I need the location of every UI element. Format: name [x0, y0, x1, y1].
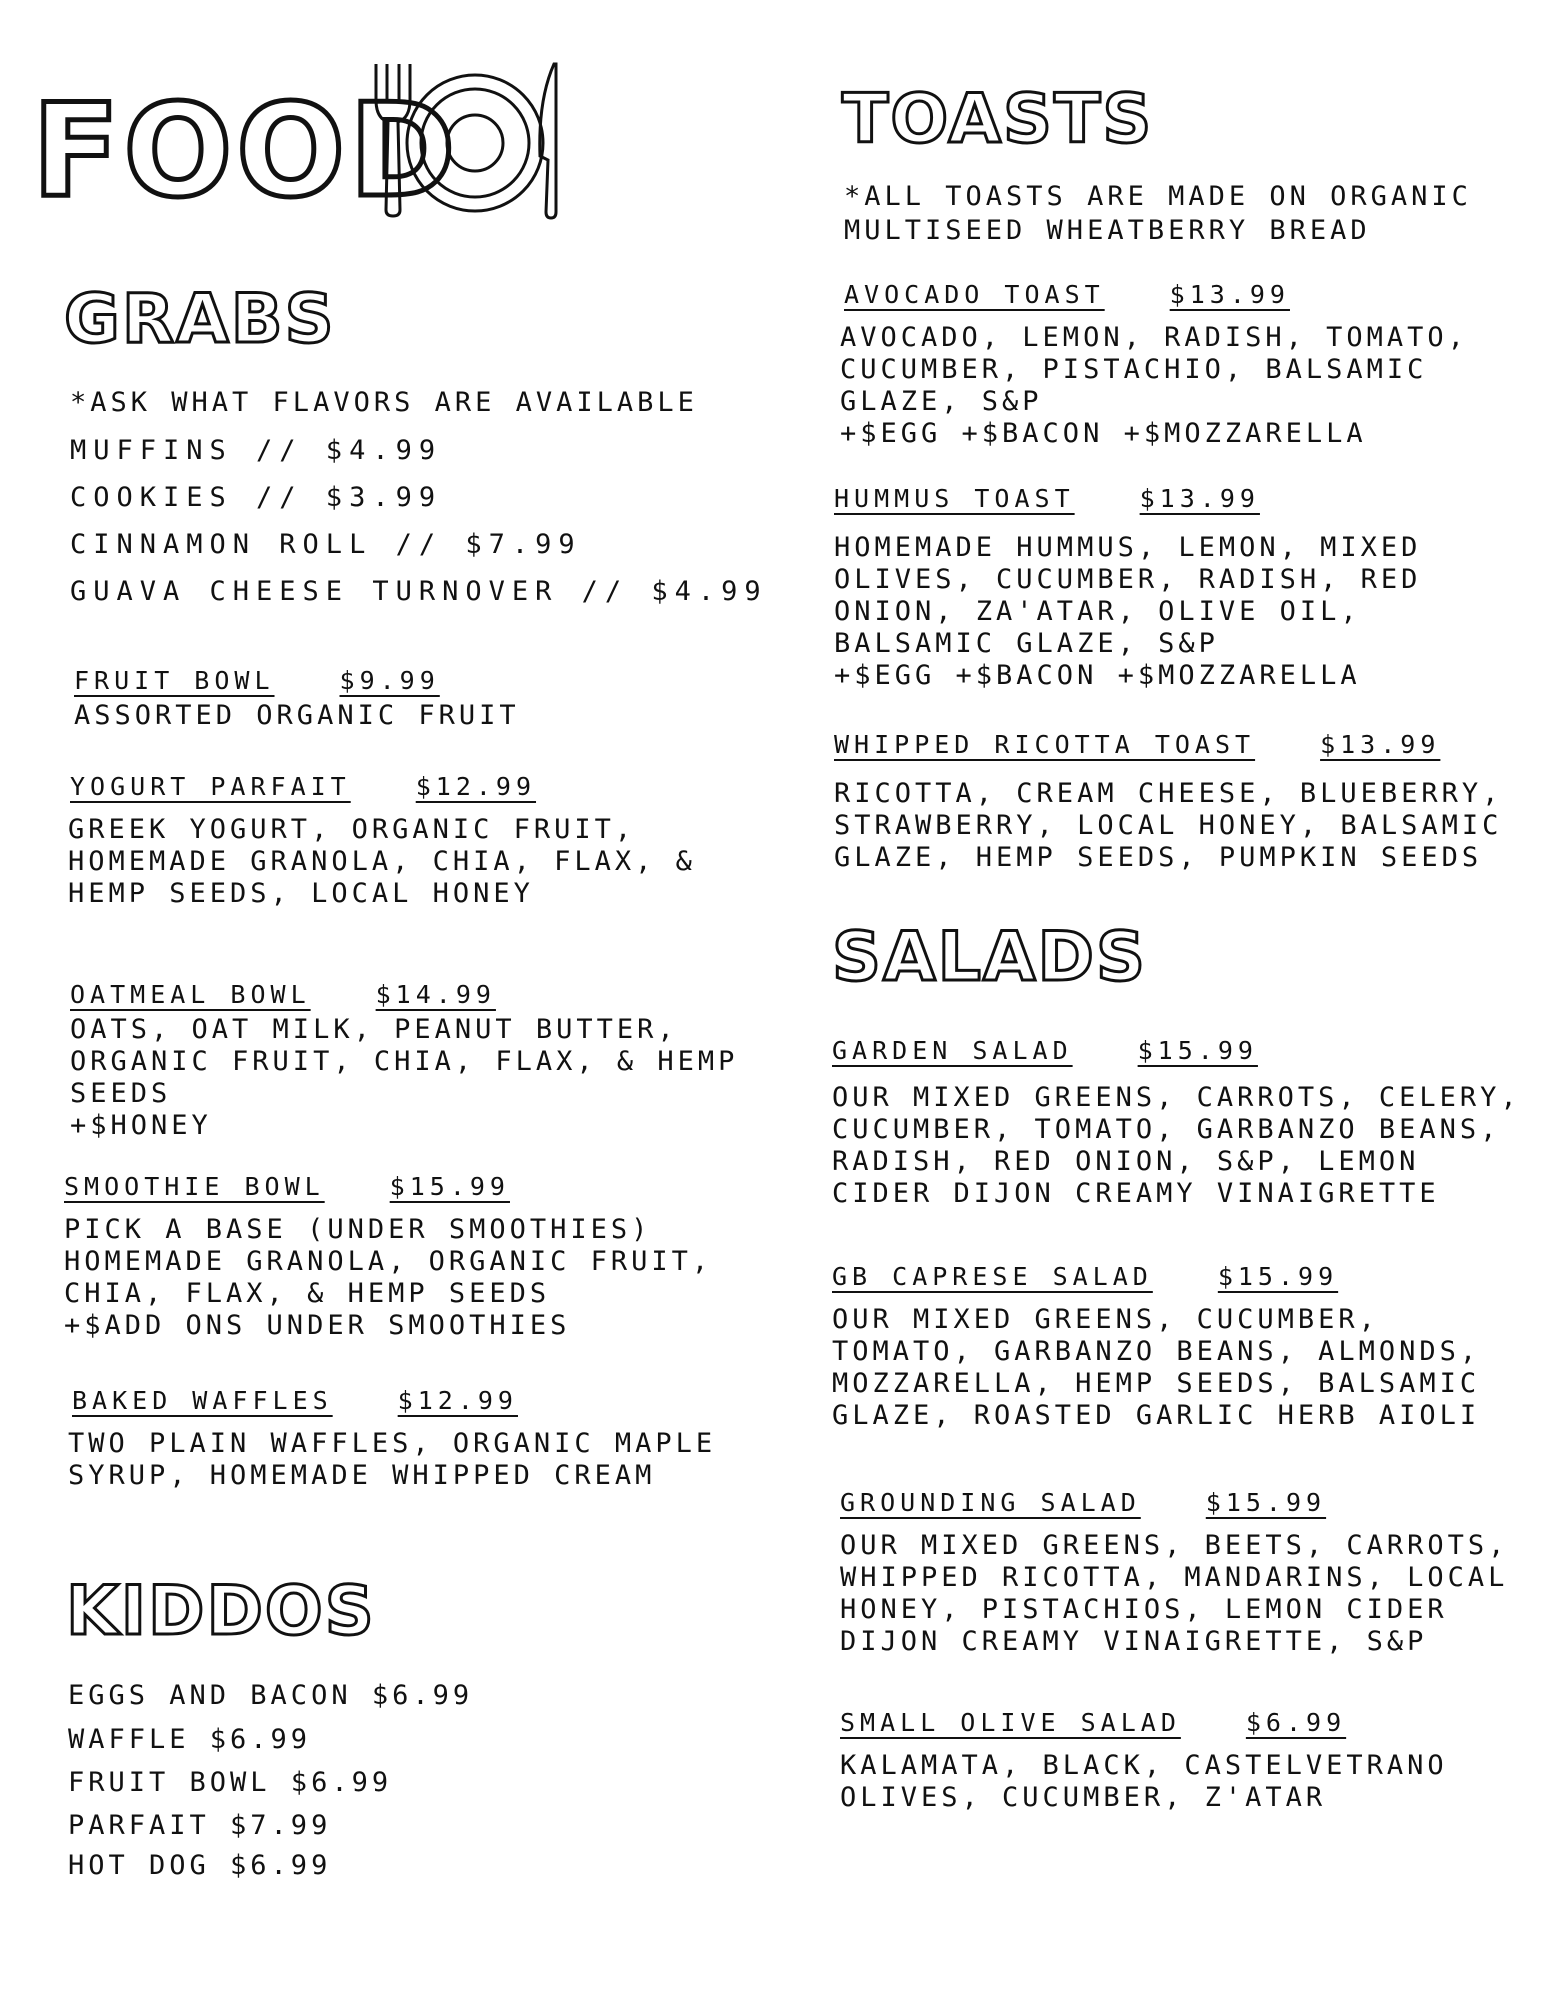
item-price: $15.99 [389, 1172, 510, 1201]
item-price: $12.99 [415, 772, 537, 801]
menu-item-yogurt-parfait [68, 770, 696, 910]
item-heading [840, 1486, 1508, 1520]
item-description: TWO PLAIN WAFFLES, ORGANIC MAPLE SYRUP, HOMEMADE WHIPPED CREAM [68, 1428, 717, 1491]
item-description: RICOTTA, CREAM CHEESE, BLUEBERRY, STRAWBERRY, LOCAL HONEY, BALSAMIC GLAZE, HEMP SEEDS, PUMPKIN SEEDS [834, 778, 1503, 873]
item-price: $14.99 [375, 980, 496, 1009]
kiddos-title: KIDDOS [66, 1572, 376, 1651]
menu-item-hummus-toast [834, 482, 1421, 692]
kiddos-line: EGGS AND BACON $6.99 [68, 1680, 474, 1711]
item-description: HOMEMADE HUMMUS, LEMON, MIXED OLIVES, CUCUMBER, RADISH, RED ONION, ZA'ATAR, OLIVE OIL, BALSAMIC GLAZE, S&P +$EGG +$BACON +$MOZZARELLA [834, 532, 1422, 691]
knife-icon [534, 60, 564, 222]
menu-item-avocado-toast [840, 278, 1468, 450]
item-name: AVOCADO TOAST [844, 280, 1105, 309]
salads-title: SALADS [832, 918, 1147, 997]
item-name: SMALL OLIVE SALAD [840, 1708, 1181, 1737]
item-heading [70, 770, 696, 804]
grabs-note: *ASK WHAT FLAVORS ARE AVAILABLE [70, 387, 698, 418]
item-price: $13.99 [1169, 280, 1290, 309]
menu-item-garden-salad [832, 1034, 1521, 1210]
item-heading [64, 1170, 712, 1204]
item-description: OUR MIXED GREENS, BEETS, CARROTS, WHIPPED RICOTTA, MANDARINS, LOCAL HONEY, PISTACHIOS, LEMON CIDER DIJON CREAMY VINAIGRETTE, S&P [840, 1530, 1509, 1657]
item-heading [840, 1706, 1448, 1740]
grab-line: MUFFINS // $4.99 [70, 435, 443, 466]
item-price: $12.99 [397, 1386, 518, 1415]
menu-item-fruit-bowl [74, 664, 520, 732]
menu-item-oatmeal-bowl [70, 978, 738, 1142]
kiddos-line: HOT DOG $6.99 [68, 1850, 332, 1881]
item-name: SMOOTHIE BOWL [64, 1172, 325, 1201]
item-heading [834, 728, 1502, 762]
menu-item-grounding-salad [840, 1486, 1508, 1658]
item-description: OUR MIXED GREENS, CARROTS, CELERY, CUCUMBER, TOMATO, GARBANZO BEANS, RADISH, RED ONION, S&P, LEMON CIDER DIJON CREAMY VINAIGRETTE [832, 1082, 1521, 1209]
item-name: FRUIT BOWL [74, 666, 275, 695]
toasts-title: TOASTS [842, 80, 1154, 159]
item-name: GARDEN SALAD [832, 1036, 1073, 1065]
menu-item-whipped-ricotta-toast [834, 728, 1502, 874]
item-name: BAKED WAFFLES [72, 1386, 333, 1415]
grab-line: CINNAMON ROLL // $7.99 [70, 529, 582, 560]
item-description: OUR MIXED GREENS, CUCUMBER, TOMATO, GARBANZO BEANS, ALMONDS, MOZZARELLA, HEMP SEEDS, BALSAMIC GLAZE, ROASTED GARLIC HERB AIOLI [832, 1304, 1481, 1431]
item-price: $15.99 [1217, 1262, 1339, 1291]
plate-icon [400, 68, 550, 218]
item-description: GREEK YOGURT, ORGANIC FRUIT, HOMEMADE GRANOLA, CHIA, FLAX, & HEMP SEEDS, LOCAL HONEY [68, 814, 696, 909]
item-name: GROUNDING SALAD [840, 1488, 1141, 1517]
item-price: $15.99 [1205, 1488, 1327, 1517]
item-description: AVOCADO, LEMON, RADISH, TOMATO, CUCUMBER, PISTACHIO, BALSAMIC GLAZE, S&P +$EGG +$BACON +$MOZZARELLA [840, 322, 1468, 449]
item-price: $13.99 [1320, 730, 1441, 759]
item-description: ASSORTED ORGANIC FRUIT [74, 700, 520, 731]
menu-item-smoothie-bowl [64, 1170, 712, 1342]
menu-item-baked-waffles [68, 1384, 716, 1492]
item-heading [834, 482, 1421, 516]
menu-item-gb-caprese-salad [832, 1260, 1480, 1432]
item-heading [832, 1034, 1521, 1068]
kiddos-line: PARFAIT $7.99 [68, 1810, 332, 1841]
toasts-note: *ALL TOASTS ARE MADE ON ORGANIC MULTISEED WHEATBERRY BREAD [844, 181, 1472, 246]
item-name: GB CAPRESE SALAD [832, 1262, 1153, 1291]
grab-line: GUAVA CHEESE TURNOVER // $4.99 [70, 576, 768, 607]
item-price: $6.99 [1245, 1708, 1347, 1737]
item-name: OATMEAL BOWL [70, 980, 311, 1009]
item-price: $13.99 [1139, 484, 1260, 513]
item-description: OATS, OAT MILK, PEANUT BUTTER, ORGANIC FRUIT, CHIA, FLAX, & HEMP SEEDS +$HONEY [70, 1014, 739, 1141]
kiddos-line: FRUIT BOWL $6.99 [68, 1767, 393, 1798]
kiddos-line: WAFFLE $6.99 [68, 1724, 312, 1755]
item-name: YOGURT PARFAIT [70, 772, 351, 801]
item-heading [70, 978, 738, 1012]
item-description: PICK A BASE (UNDER SMOOTHIES) HOMEMADE GRANOLA, ORGANIC FRUIT, CHIA, FLAX, & HEMP SEEDS +$ADD ONS UNDER SMOOTHIES [64, 1214, 713, 1341]
item-name: HUMMUS TOAST [834, 484, 1075, 513]
item-heading [844, 278, 1468, 312]
item-name: WHIPPED RICOTTA TOAST [834, 730, 1256, 759]
item-price: $9.99 [339, 666, 440, 695]
page-title: FOOD [32, 77, 460, 226]
grab-line: COOKIES // $3.99 [70, 482, 443, 513]
item-heading [832, 1260, 1480, 1294]
item-price: $15.99 [1137, 1036, 1258, 1065]
item-heading [74, 664, 520, 698]
item-heading [72, 1384, 716, 1418]
item-description: KALAMATA, BLACK, CASTELVETRANO OLIVES, CUCUMBER, Z'ATAR [840, 1750, 1448, 1813]
grabs-title: GRABS [64, 280, 336, 359]
menu-item-small-olive-salad [840, 1706, 1448, 1814]
